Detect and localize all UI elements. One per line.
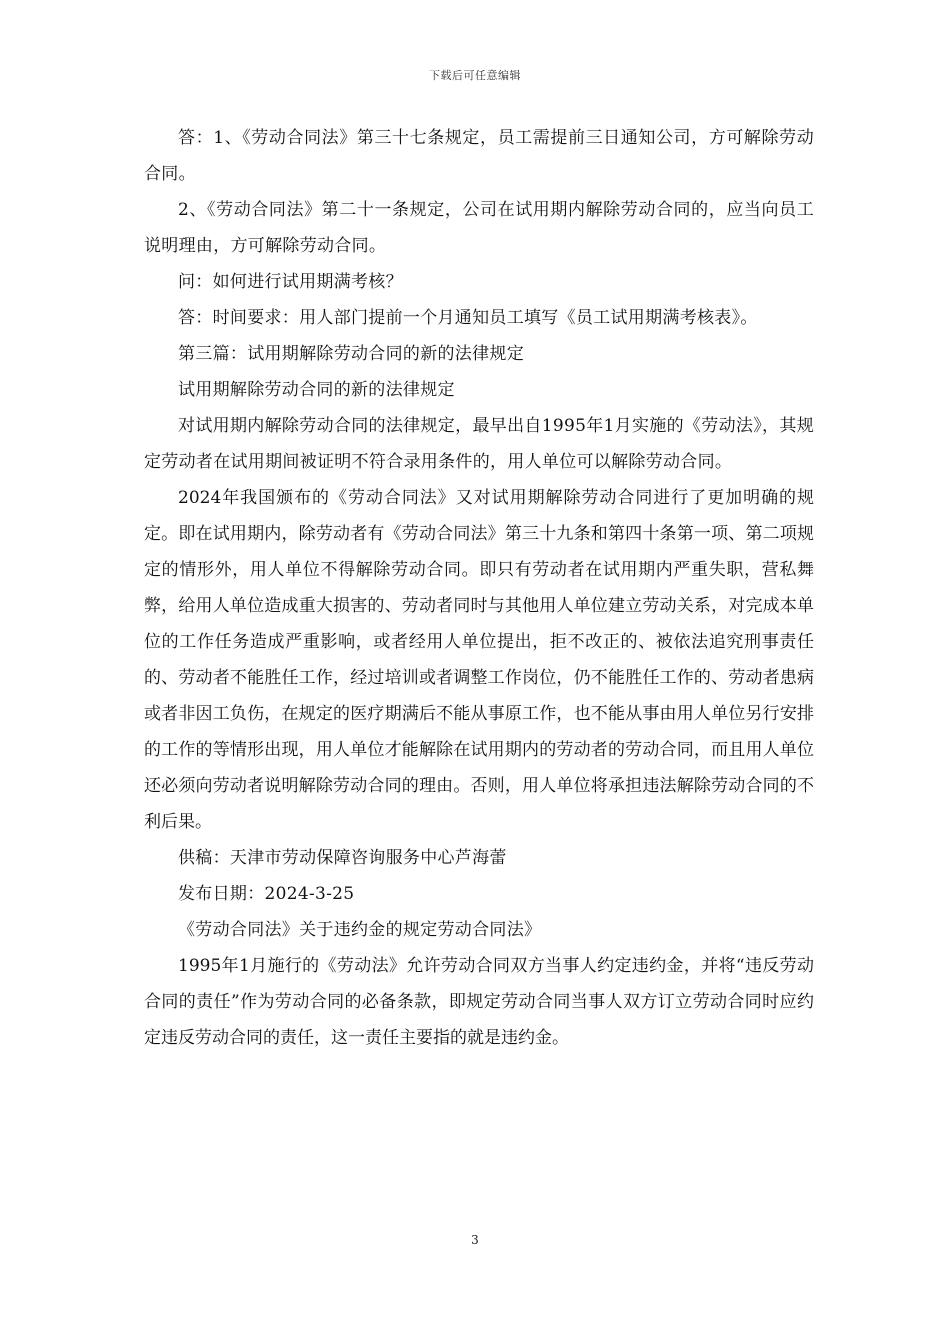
paragraph-body-2: 2024年我国颁布的《劳动合同法》又对试用期解除劳动合同进行了更加明确的规定。即在试用期内，除劳动者有《劳动合同法》第三十九条和第四十条第一项、第二项规定的情形外，用人单位不得解除劳动合同。即只有劳动者在试用期内严重失职，营私舞弊，给用人单位造成重大损害的、劳动者同时与其他用人单位建立劳动关系，对完成本单位的工作任务造成严重影响，或者经用人单位提出，拒不改正的、被依法追究刑事责任的、劳动者不能胜任工作，经过培训或者调整工作岗位，仍不能胜任工作的、劳动者患病或者非因工负伤，在规定的医疗期满后不能从事原工作，也不能从事由用人单位另行安排的工作的等情形出现，用人单位才能解除在试用期内的劳动者的劳动合同，而且用人单位还必须向劳动者说明解除劳动合同的理由。否则，用人单位将承担违法解除劳动合同的不利后果。 <box>144 488 814 832</box>
page-number: 3 <box>471 1233 479 1247</box>
paragraph-body-1: 对试用期内解除劳动合同的法律规定，最早出自1995年1月实施的《劳动法》，其规定劳动者在试用期间被证明不符合录用条件的，用人单位可以解除劳动合同。 <box>144 416 814 472</box>
paragraph-publish-date: 发布日期：2024-3-25 <box>178 884 355 904</box>
paragraph-answer-2: 2、《劳动合同法》第二十一条规定，公司在试用期内解除劳动合同的，应当向员工说明理由，方可解除劳动合同。 <box>144 200 814 256</box>
paragraph-answer-1: 答：1、《劳动合同法》第三十七条规定，员工需提前三日通知公司，方可解除劳动合同。 <box>144 128 814 184</box>
subsection-heading: 《劳动合同法》关于违约金的规定劳动合同法》 <box>178 920 542 940</box>
paragraph-contributor: 供稿：天津市劳动保障咨询服务中心芦海蕾 <box>178 848 507 868</box>
article-title: 试用期解除劳动合同的新的法律规定 <box>178 380 455 400</box>
paragraph-question: 问：如何进行试用期满考核？ <box>178 272 403 292</box>
paragraph-body-3: 1995年1月施行的《劳动法》允许劳动合同双方当事人约定违约金，并将“违反劳动合同的责任”作为劳动合同的必备条款，即规定劳动合同当事人双方订立劳动合同时应约定违反劳动合同的责任，这一责任主要指的就是违约金。 <box>144 956 814 1048</box>
page-header: 下载后可任意编辑 <box>429 69 521 82</box>
section-heading: 第三篇：试用期解除劳动合同的新的法律规定 <box>178 344 524 364</box>
document-body <box>144 120 814 1056</box>
paragraph-answer-time: 答：时间要求：用人部门提前一个月通知员工填写《员工试用期满考核表》。 <box>178 308 758 328</box>
